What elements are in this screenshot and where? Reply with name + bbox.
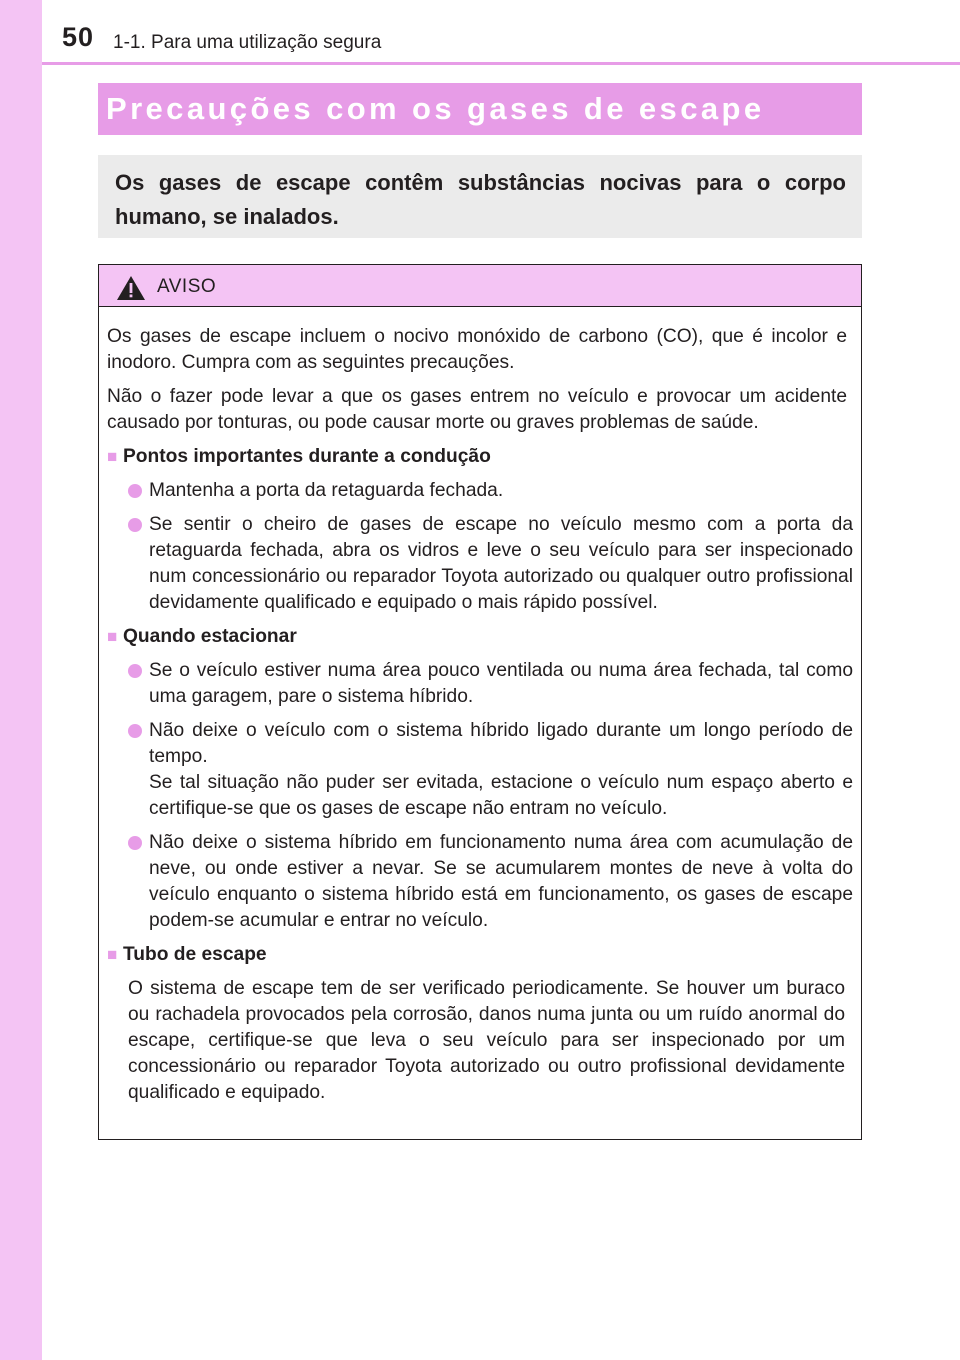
circle-bullet-icon [128,518,142,532]
subsection-heading [107,444,853,470]
circle-bullet-icon [128,484,142,498]
circle-bullet-icon [128,724,142,738]
page-number: 50 [62,22,95,52]
warning-label: AVISO [157,276,217,297]
bullet-text-line: Se tal situação não puder ser evitada, estacione o veículo num espaço aberto e certifique-se que os gases de escape não entram no veículo. [149,772,853,819]
bullet-text-line: Se sentir o cheiro de gases de escape no veículo mesmo com a porta da retaguarda fechada, abra os vidros e leve o seu veículo para ser inspecionado num concessionário ou reparador Toyota autorizado ou qualquer outro profissional devidamente qualificado e equipado o mais rápido possível. [149,514,853,613]
warning-box [98,264,862,1140]
subsection-heading [107,624,853,650]
subsection-heading-text: Quando estacionar [123,626,297,647]
bullet-item [107,830,853,934]
circle-bullet-icon [128,836,142,850]
bullet-text [149,830,853,934]
side-strip [0,0,42,1360]
bullet-text-line: Não deixe o sistema híbrido em funcionamento numa área com acumulação de neve, ou onde estiver a nevar. Se se acumularem montes de neve à volta do veículo enquanto o sistema híbrido está em funcionamento, os gases de escape podem-se acumular e entrar no veículo. [149,832,853,931]
intro-box [98,155,862,238]
warning-header [99,265,861,307]
subsection-text: O sistema de escape tem de ser verificado periodicamente. Se houver um buraco ou rachadela provocados pela corrosão, danos numa junta ou um ruído anormal do escape, certifique-se que leva o seu veículo para ser inspecionado por um concessionário ou reparador Toyota autorizado ou outro profissional devidamente qualificado e equipado. [128,978,845,1103]
square-bullet-icon: ■ [107,447,118,466]
square-bullet-icon: ■ [107,945,118,964]
bullet-text-line: Não deixe o veículo com o sistema híbrido ligado durante um longo período de tempo. [149,720,853,767]
title-bar [98,83,862,135]
header-rule [42,62,960,65]
bullet-text [149,718,853,822]
square-bullet-icon: ■ [107,627,118,646]
subsection-heading-text: Tubo de escape [123,944,267,965]
warning-body [99,307,861,1106]
subsection-heading-text: Pontos importantes durante a condução [123,446,491,467]
bullet-text [149,658,853,710]
bullet-item [107,512,853,616]
bullet-item [107,658,853,710]
subsection-heading [107,942,853,968]
warning-paragraph: Os gases de escape incluem o nocivo monóxido de carbono (CO), que é incolor e inodoro. Cumpra com as seguintes precauções. [107,326,847,373]
bullet-item [107,478,853,504]
intro-text: Os gases de escape contêm substâncias nocivas para o corpo humano, se inalados. [115,170,846,229]
page-title: Precauções com os gases de escape [106,91,765,126]
bullet-text-line: Se o veículo estiver numa área pouco ventilada ou numa área fechada, tal como uma garagem, pare o sistema híbrido. [149,660,853,707]
bullet-item [107,718,853,822]
bullet-text [149,512,853,616]
section-title: 1-1. Para uma utilização segura [113,32,382,53]
warning-paragraph: Não o fazer pode levar a que os gases entrem no veículo e provocar um acidente causado por tonturas, ou pode causar morte ou graves problemas de saúde. [107,386,847,433]
warning-triangle-icon [116,275,146,301]
bullet-text-line: Mantenha a porta da retaguarda fechada. [149,480,504,501]
circle-bullet-icon [128,664,142,678]
bullet-text [149,478,853,504]
